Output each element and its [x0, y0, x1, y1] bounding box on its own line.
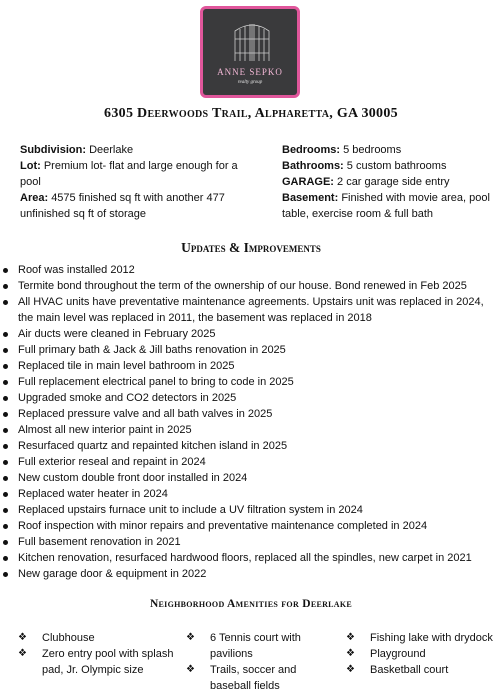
amenity-item: ❖ Basketball court [346, 664, 449, 676]
bullet-icon [3, 412, 8, 417]
logo-name: ANNE SEPKO [217, 67, 283, 77]
updates-heading: Updates & Improvements [181, 240, 321, 255]
update-item: New garage door & equipment in 2022 [0, 566, 502, 582]
update-item: Air ducts were cleaned in February 2025 [0, 326, 502, 342]
detail-garage: GARAGE: 2 car garage side entry [282, 176, 450, 188]
update-item: Full replacement electrical panel to bring to code in 2025 [0, 374, 502, 390]
diamond-bullet-icon: ❖ [346, 664, 355, 675]
bullet-icon [3, 508, 8, 513]
amenity-item: ❖ Trails, soccer and baseball fields [186, 664, 297, 692]
amenities-column-1 [18, 630, 176, 678]
detail-area: Area: 4575 finished sq ft with another 477 unfinished sq ft of storage [20, 192, 225, 220]
detail-bathrooms: Bathrooms: 5 custom bathrooms [282, 160, 447, 172]
bullet-icon [3, 524, 8, 529]
update-item: Full primary bath & Jack & Jill baths renovation in 2025 [0, 342, 502, 358]
bullet-icon [3, 396, 8, 401]
amenities-heading: Neighborhood Amenities for Deerlake [149, 598, 353, 610]
logo-tagline: realty group [237, 80, 263, 85]
update-item: Resurfaced quartz and repainted kitchen island in 2025 [0, 438, 502, 454]
gate-icon [233, 17, 271, 63]
update-item: Full basement renovation in 2021 [0, 534, 502, 550]
updates-list [0, 262, 502, 582]
details-left [20, 142, 260, 222]
property-address: 6305 Deerwoods Trail, Alpharetta, GA 30005 [104, 106, 398, 121]
bullet-icon [3, 492, 8, 497]
bullet-icon [3, 572, 8, 577]
diamond-bullet-icon: ❖ [346, 648, 355, 659]
bullet-icon [3, 300, 8, 305]
update-item: Termite bond throughout the term of the ownership of our house. Bond renewed in Feb 2025 [0, 278, 502, 294]
bullet-icon [3, 268, 8, 273]
update-item: Roof inspection with minor repairs and preventative maintenance completed in 2024 [0, 518, 502, 534]
update-item: Replaced tile in main level bathroom in 2025 [0, 358, 502, 374]
amenity-item: ❖ Fishing lake with drydock [346, 632, 493, 644]
bullet-icon [3, 380, 8, 385]
detail-lot: Lot: Premium lot- flat and large enough for a pool [20, 160, 238, 188]
diamond-bullet-icon: ❖ [186, 664, 195, 675]
amenity-item: ❖ Clubhouse [18, 632, 95, 644]
bullet-icon [3, 428, 8, 433]
amenity-item: ❖ 6 Tennis court with pavilions [186, 632, 301, 660]
bullet-icon [3, 444, 8, 449]
amenity-item: ❖ Zero entry pool with splash pad, Jr. Olympic size [18, 648, 174, 676]
bullet-icon [3, 364, 8, 369]
update-item: Full exterior reseal and repaint in 2024 [0, 454, 502, 470]
detail-basement: Basement: Finished with movie area, pool table, exercise room & full bath [282, 192, 490, 220]
details-right [282, 142, 500, 222]
update-item: Replaced water heater in 2024 [0, 486, 502, 502]
bullet-icon [3, 540, 8, 545]
update-item: Replaced pressure valve and all bath valves in 2025 [0, 406, 502, 422]
bullet-icon [3, 332, 8, 337]
update-item: Roof was installed 2012 [0, 262, 502, 278]
update-item: Kitchen renovation, resurfaced hardwood floors, replaced all the spindles, new carpet in 2021 [0, 550, 502, 566]
bullet-icon [3, 460, 8, 465]
amenity-item: ❖ Playground [346, 648, 426, 660]
update-item: All HVAC units have preventative maintenance agreements. Upstairs unit was replaced in 2024, the main level was replaced in 2011, the basement was replaced in 2018 [0, 294, 502, 326]
update-item: New custom double front door installed in 2024 [0, 470, 502, 486]
diamond-bullet-icon: ❖ [18, 632, 27, 643]
update-item: Almost all new interior paint in 2025 [0, 422, 502, 438]
diamond-bullet-icon: ❖ [18, 648, 27, 659]
diamond-bullet-icon: ❖ [186, 632, 195, 643]
bullet-icon [3, 284, 8, 289]
diamond-bullet-icon: ❖ [346, 632, 355, 643]
company-logo [200, 6, 300, 98]
bullet-icon [3, 556, 8, 561]
bullet-icon [3, 348, 8, 353]
update-item: Upgraded smoke and CO2 detectors in 2025 [0, 390, 502, 406]
update-item: Replaced upstairs furnace unit to include a UV filtration system in 2024 [0, 502, 502, 518]
bullet-icon [3, 476, 8, 481]
amenities-column-2 [186, 630, 318, 694]
amenities-column-3 [346, 630, 502, 678]
detail-bedrooms: Bedrooms: 5 bedrooms [282, 144, 402, 156]
detail-subdivision: Subdivision: Deerlake [20, 144, 134, 156]
